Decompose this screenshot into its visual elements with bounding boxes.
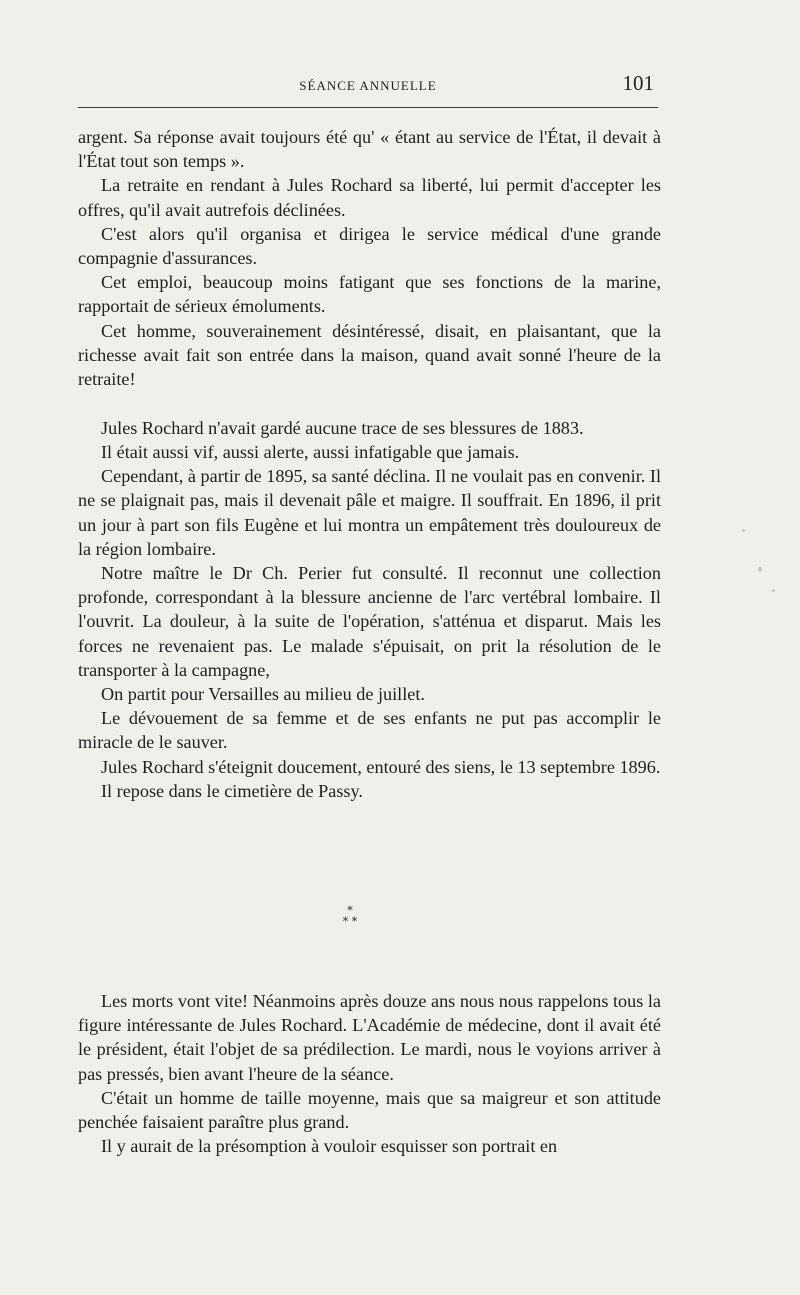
- paragraph: Cet emploi, beaucoup moins fatigant que ses fonctions de la marine, rapportait de sérieux émoluments.: [78, 272, 661, 317]
- body-text-top: [78, 125, 661, 803]
- print-speck: [758, 567, 762, 572]
- paragraph: Il repose dans le cimetière de Passy.: [101, 780, 363, 801]
- paragraph: Il y aurait de la présomption à vouloir esquisser son portrait en: [101, 1136, 558, 1157]
- body-text-bottom: [78, 989, 661, 1158]
- page-header: [78, 68, 658, 98]
- asterism-separator: [310, 905, 390, 935]
- paragraph: Il était aussi vif, aussi alerte, aussi infatigable que jamais.: [101, 441, 520, 462]
- header-rule: [78, 107, 658, 108]
- asterism-top: *: [347, 904, 353, 917]
- paragraph: Le dévouement de sa femme et de ses enfants ne put pas accomplir le miracle de le sauver.: [78, 708, 661, 753]
- running-title: SÉANCE ANNUELLE: [299, 78, 437, 93]
- paragraph: Cependant, à partir de 1895, sa santé déclina. Il ne voulait pas en convenir. Il ne se plaignait pas, mais il devenait pâle et maigre. Il souffrait. En 1896, il prit un jour à part son fils Eugène et lui montra un empâtement très douloureux de la région lombaire.: [78, 466, 661, 559]
- page-number: 101: [622, 71, 654, 95]
- asterism-bottom: * *: [342, 915, 358, 928]
- paragraph: Les morts vont vite! Néanmoins après douze ans nous nous rappelons tous la figure intéressante de Jules Rochard. L'Académie de médecine, dont il avait été le président, était l'objet de sa prédilection. Le mardi, nous le voyions arriver à pas pressés, bien avant l'heure de la séance.: [78, 991, 661, 1084]
- paragraph: Cet homme, souverainement désintéressé, disait, en plaisantant, que la richesse avait fait son entrée dans la maison, quand avait sonné l'heure de la retraite!: [78, 320, 661, 390]
- paragraph: Jules Rochard n'avait gardé aucune trace de ses blessures de 1883.: [101, 417, 584, 438]
- section-gap: [78, 391, 661, 416]
- paragraph: Notre maître le Dr Ch. Perier fut consulté. Il reconnut une collection profonde, correspondant à la blessure ancienne de l'arc vertébral lombaire. Il l'ouvrit. La douleur, à la suite de l'opération, s'atténua et disparut. Mais les forces ne revenaient pas. Le malade s'épuisait, on prit la résolution de le transporter à la campagne,: [78, 562, 661, 680]
- paragraph: Jules Rochard s'éteignit doucement, entouré des siens, le 13 septembre 1896.: [101, 756, 661, 777]
- print-speck: [742, 529, 745, 532]
- paragraph: On partit pour Versailles au milieu de juillet.: [101, 683, 425, 704]
- print-speck: [772, 589, 775, 592]
- paragraph: argent. Sa réponse avait toujours été qu' « étant au service de l'État, il devait à l'État tout son temps ».: [78, 127, 661, 172]
- paragraph: La retraite en rendant à Jules Rochard sa liberté, lui permit d'accepter les offres, qu'il avait autrefois déclinées.: [78, 175, 661, 220]
- paragraph: C'était un homme de taille moyenne, mais que sa maigreur et son attitude penchée faisaient paraître plus grand.: [78, 1087, 661, 1133]
- paragraph: C'est alors qu'il organisa et dirigea le service médical d'une grande compagnie d'assurances.: [78, 223, 661, 269]
